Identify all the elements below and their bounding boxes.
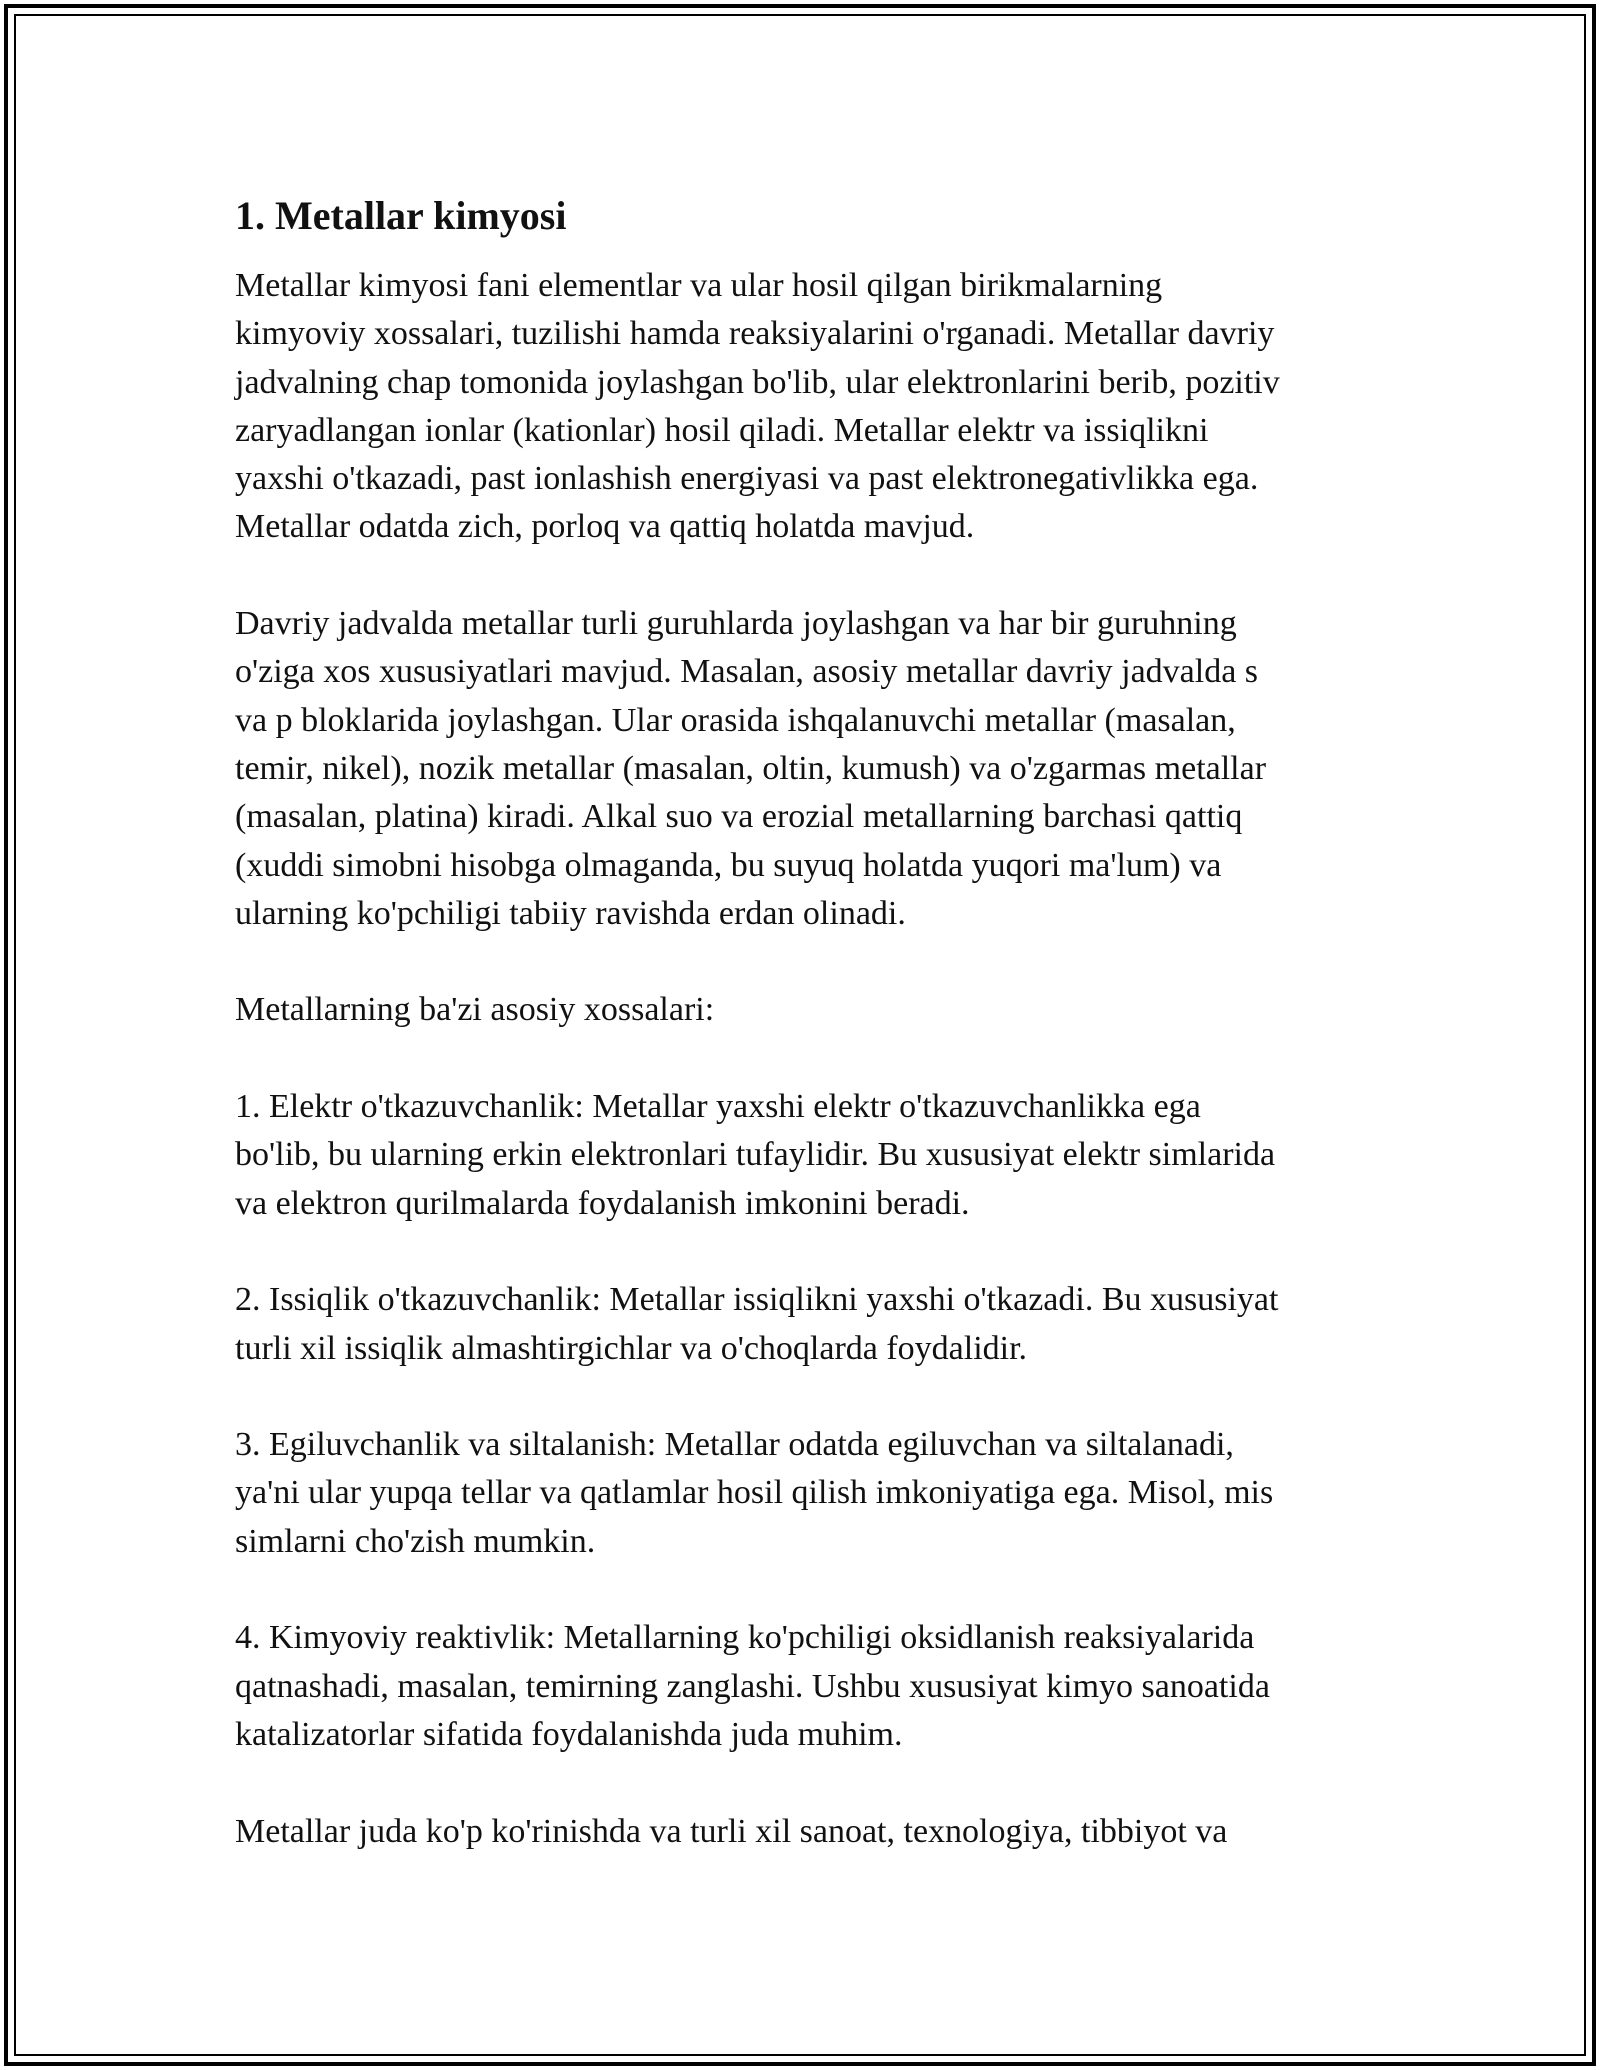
text-line: Metallar kimyosi fani elementlar va ular hosil qilgan birikmalarning	[235, 267, 1163, 304]
text-line: (masalan, platina) kiradi. Alkal suo va erozial metallarning barchasi qattiq	[235, 798, 1243, 836]
text-line: qatnashadi, masalan, temirning zanglashi. Ushbu xususiyat kimyo sanoatida	[235, 1667, 1270, 1705]
paragraph-conclusion	[235, 1808, 1380, 1856]
list-item-ductility	[235, 1421, 1380, 1566]
text-line: zaryadlangan ionlar (kationlar) hosil qiladi. Metallar elektr va issiqlikni	[235, 411, 1209, 449]
document-body	[235, 180, 1380, 1904]
text-line: katalizatorlar sifatida foydalanishda juda muhim.	[235, 1715, 903, 1753]
section-heading: 1. Metallar kimyosi	[235, 193, 567, 238]
text-line: yaxshi o'tkazadi, past ionlashish energiyasi va past elektronegativlikka ega.	[235, 460, 1259, 498]
text-line: 4. Kimyoviy reaktivlik: Metallarning ko'pchiligi oksidlanish reaksiyalarida	[235, 1619, 1255, 1657]
text-line: Metallar juda ko'p ko'rinishda va turli xil sanoat, texnologiya, tibbiyot va	[235, 1812, 1228, 1850]
text-line: turli xil issiqlik almashtirgichlar va o'choqlarda foydalidir.	[235, 1329, 1028, 1367]
text-line: va p bloklarida joylashgan. Ular orasida ishqalanuvchi metallar (masalan,	[235, 701, 1236, 739]
text-line: 2. Issiqlik o'tkazuvchanlik: Metallar issiqlikni yaxshi o'tkazadi. Bu xususiyat	[235, 1281, 1279, 1319]
list-item-chemical-reactivity	[235, 1614, 1380, 1759]
text-line: ularning ko'pchiligi tabiiy ravishda erdan olinadi.	[235, 894, 906, 932]
text-line: va elektron qurilmalarda foydalanish imkonini beradi.	[235, 1184, 970, 1222]
text-line: simlarni cho'zish mumkin.	[235, 1522, 596, 1560]
text-line: 1. Elektr o'tkazuvchanlik: Metallar yaxshi elektr o'tkazuvchanlikka ega	[235, 1088, 1201, 1126]
text-line: bo'lib, bu ularning erkin elektronlari tufaylidir. Bu xususiyat elektr simlarida	[235, 1136, 1276, 1174]
text-line: Davriy jadvalda metallar turli guruhlarda joylashgan va har bir guruhning	[235, 605, 1237, 643]
list-item-electrical-conductivity	[235, 1083, 1380, 1228]
paragraph-periodic-table	[235, 600, 1380, 938]
text-line: Metallar odatda zich, porloq va qattiq holatda mavjud.	[235, 508, 975, 546]
text-line: o'ziga xos xususiyatlari mavjud. Masalan, asosiy metallar davriy jadvalda s	[235, 653, 1259, 691]
text-line: temir, nikel), nozik metallar (masalan, oltin, kumush) va o'zgarmas metallar	[235, 749, 1267, 787]
text-line: jadvalning chap tomonida joylashgan bo'lib, ular elektronlarini berib, pozitiv	[235, 363, 1280, 401]
text-line: Metallarning ba'zi asosiy xossalari:	[235, 991, 715, 1029]
paragraph-properties-intro	[235, 986, 1380, 1034]
list-item-thermal-conductivity	[235, 1276, 1380, 1373]
text-line: (xuddi simobni hisobga olmaganda, bu suyuq holatda yuqori ma'lum) va	[235, 846, 1222, 884]
text-line: ya'ni ular yupqa tellar va qatlamlar hosil qilish imkoniyatiga ega. Misol, mis	[235, 1474, 1274, 1512]
text-line: kimyoviy xossalari, tuzilishi hamda reaksiyalarini o'rganadi. Metallar davriy	[235, 315, 1275, 353]
paragraph-intro	[235, 262, 1380, 552]
text-line: 3. Egiluvchanlik va siltalanish: Metallar odatda egiluvchan va siltalanadi,	[235, 1426, 1234, 1464]
